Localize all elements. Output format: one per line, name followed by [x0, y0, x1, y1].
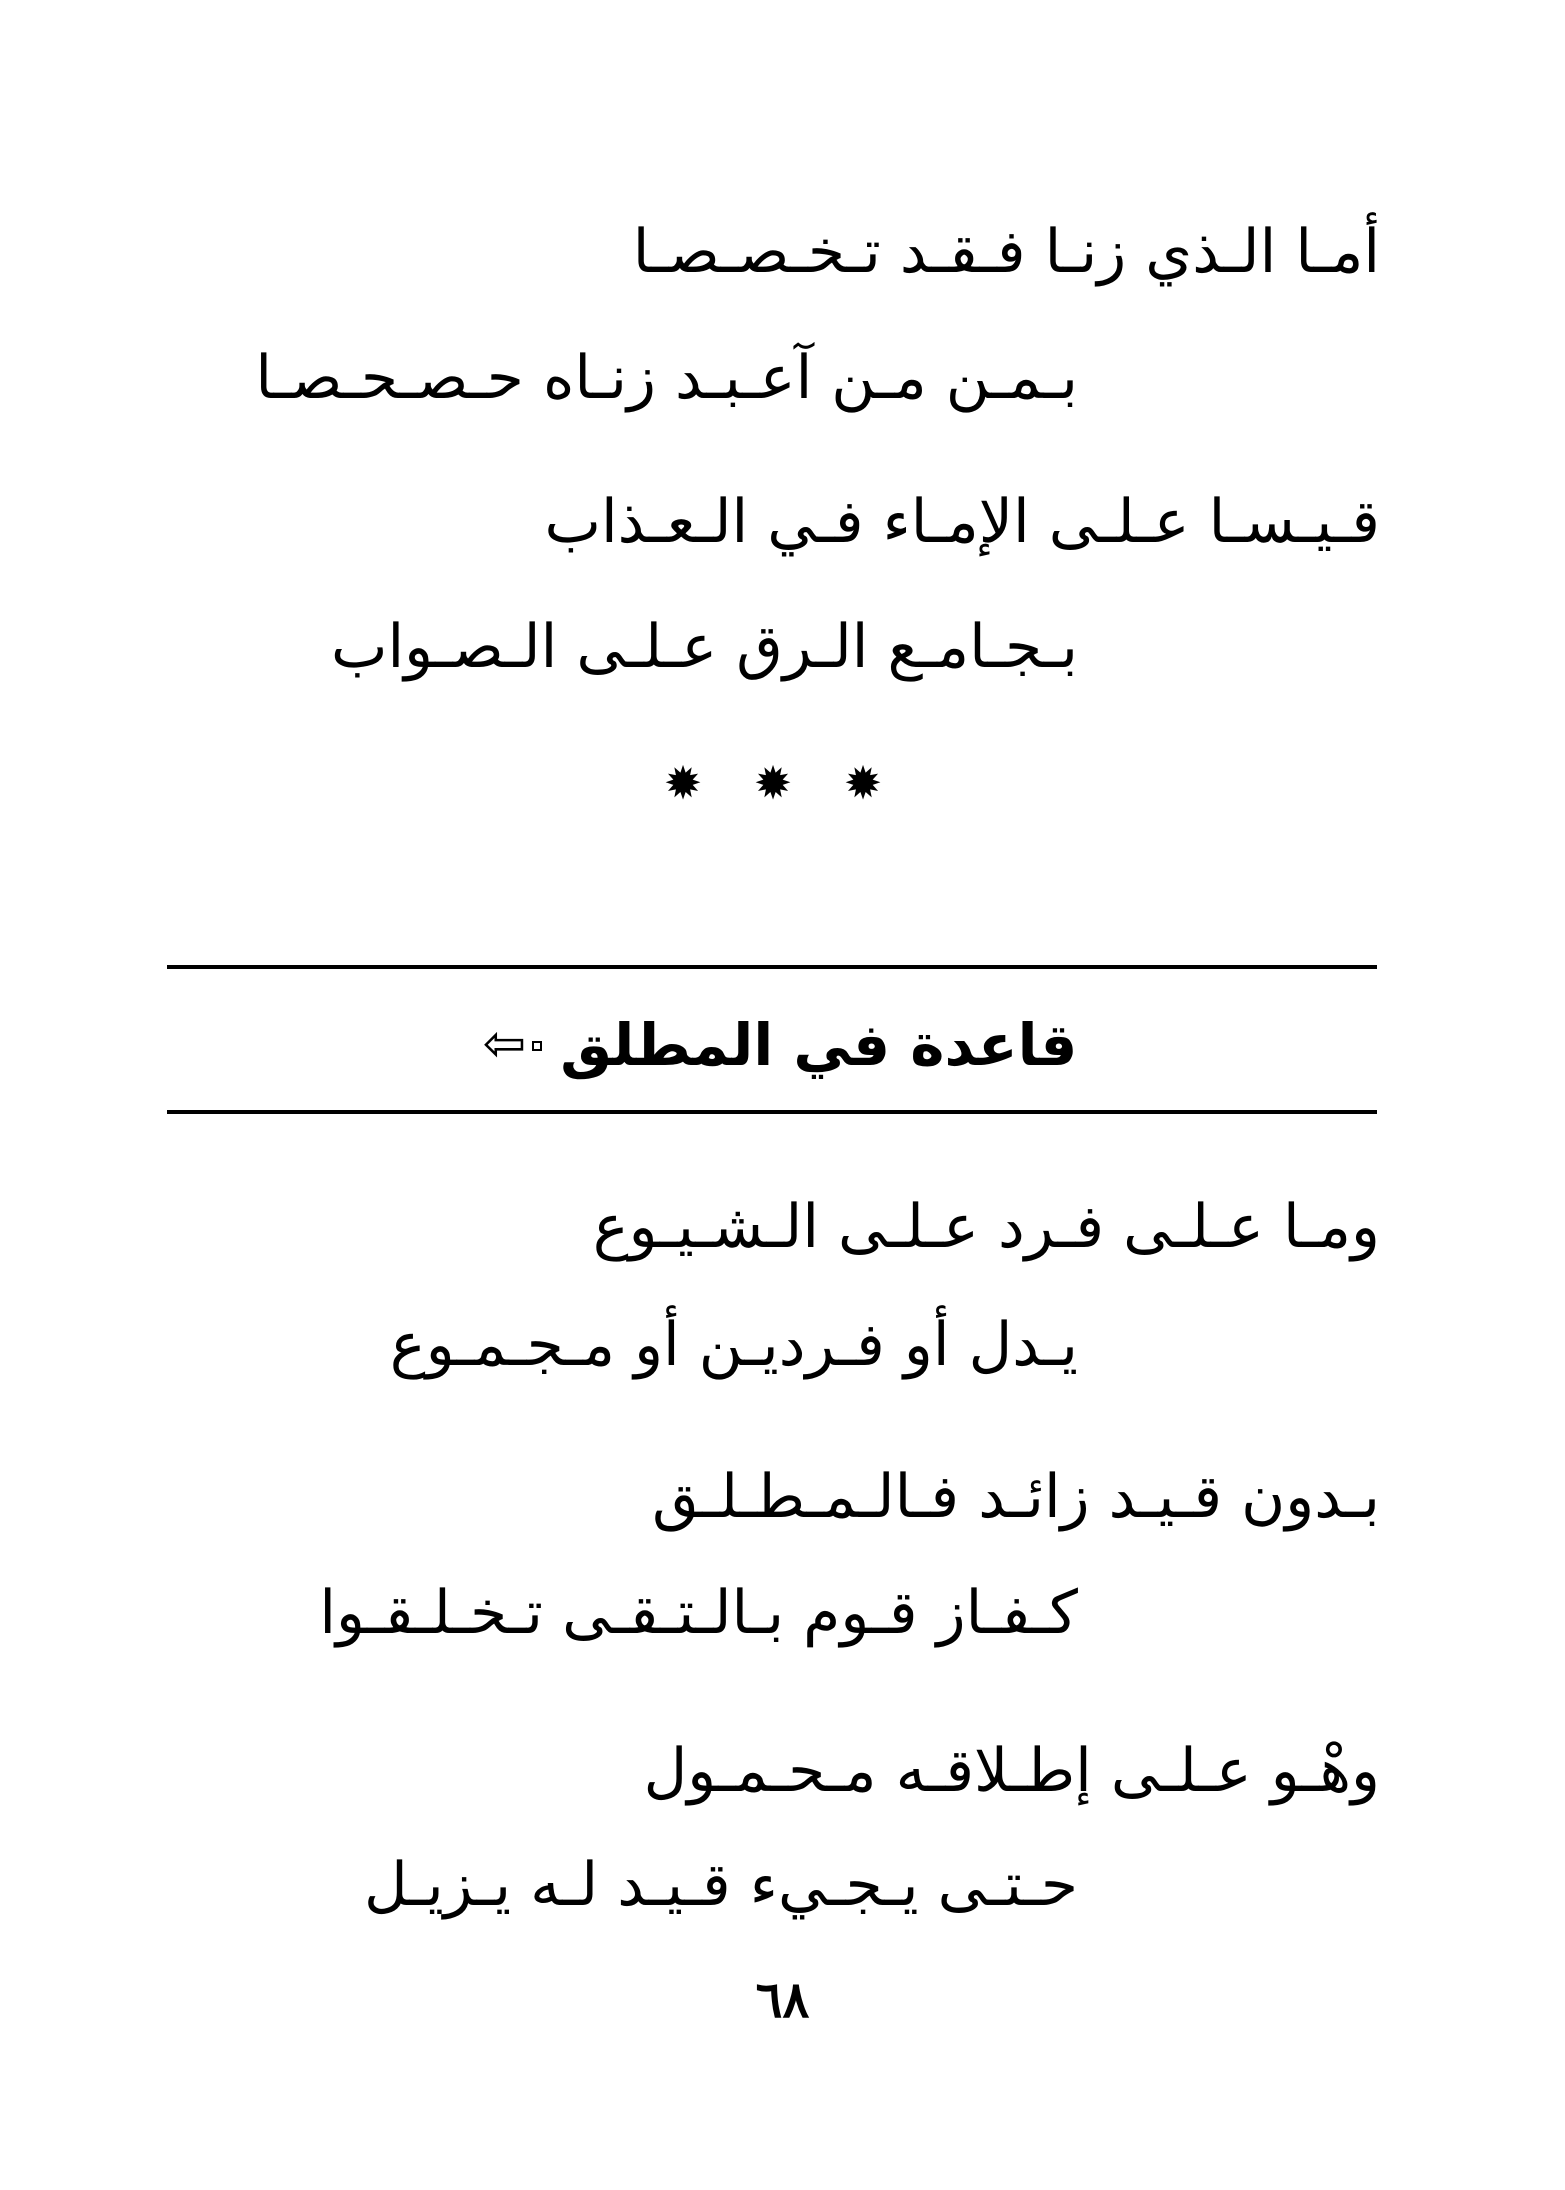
section-title: قاعدة في المطلق: [560, 1011, 1078, 1079]
poem-line: بـدون قـيـد زائـد فـالـمـطـلـق: [652, 1462, 1380, 1532]
section-top-rule: [167, 965, 1377, 969]
poem-line: ومـا عـلـى فـرد عـلـى الـشـيـوع: [592, 1192, 1380, 1262]
section-heading: [482, 1000, 1078, 1090]
square-icon: [532, 1041, 542, 1051]
poem-line: بـجـامـع الـرق عـلـى الـصـواب: [330, 612, 1078, 682]
page-number: ٦٨: [755, 1970, 810, 2029]
ornament-star-icon: ✹: [753, 756, 793, 810]
poem-line: حـتـى يـجـيء قـيـد لـه يـزيـل: [363, 1850, 1078, 1920]
poem-line: بـمـن مـن آعـبـد زنـاه حـصـحـصـا: [255, 343, 1078, 413]
section-bottom-rule: [167, 1110, 1377, 1114]
poem-line: وهْـو عـلـى إطـلاقـه مـحـمـول: [643, 1736, 1380, 1806]
section-marker: [482, 1014, 543, 1074]
ornament-star-icon: ✹: [663, 756, 703, 810]
poem-line: يـدل أو فـرديـن أو مـجـمـوع: [389, 1310, 1078, 1380]
poem-line: كـفـاز قـوم بـالـتـقـى تـخـلـقـوا: [319, 1578, 1078, 1648]
left-arrow-icon: ⇦: [482, 1014, 527, 1074]
section-divider-ornaments: [653, 756, 893, 810]
ornament-star-icon: ✹: [843, 756, 883, 810]
poem-line: قـيـسـا عـلـى الإمـاء فـي الـعـذاب: [544, 487, 1380, 557]
poem-line: أمـا الـذي زنـا فـقـد تـخـصـصـا: [632, 217, 1380, 287]
